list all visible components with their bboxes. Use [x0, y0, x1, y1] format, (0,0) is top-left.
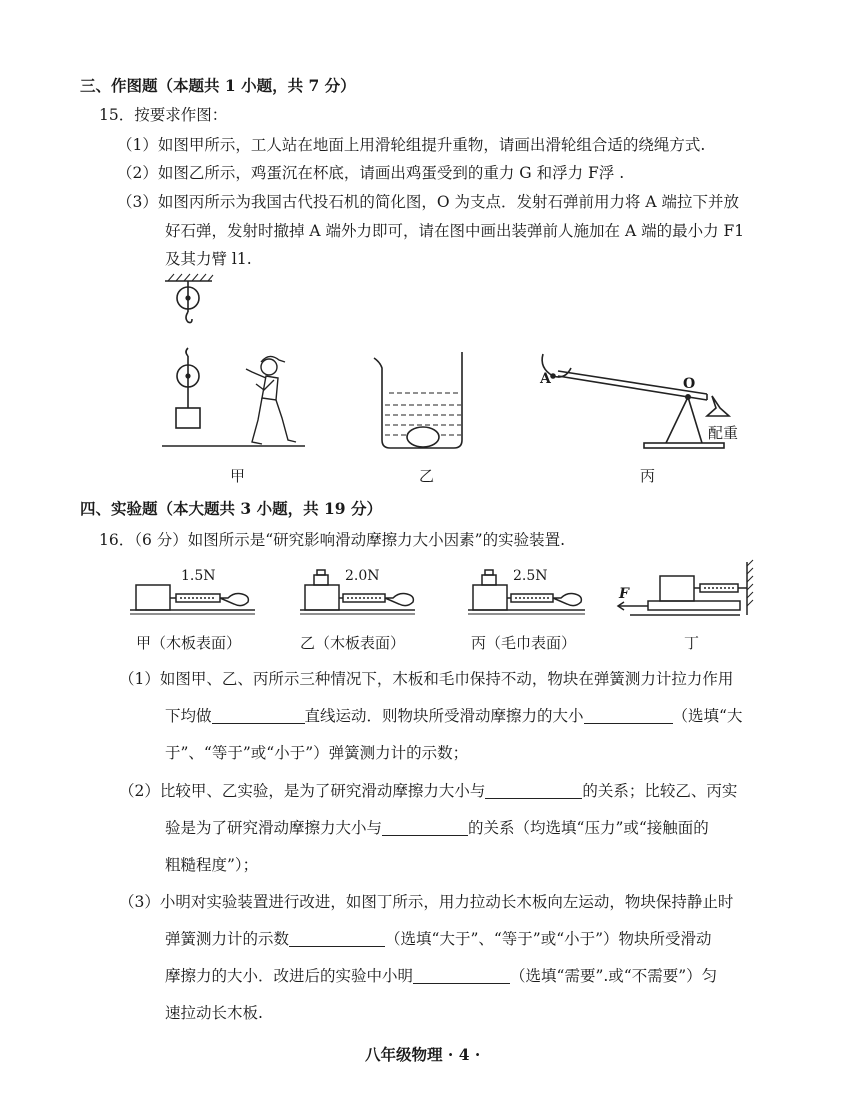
section3-title: 三、作图题（本题共 1 小题，共 7 分）	[80, 76, 356, 95]
q16-part3-line4: 速拉动长木板.	[165, 1004, 263, 1022]
caption-bing: 丙	[640, 467, 656, 485]
label-counterweight: 配重	[708, 424, 739, 442]
label-A: A	[540, 371, 551, 387]
caption-yi: 乙	[419, 467, 435, 485]
reading-jia: 1.5N	[181, 568, 216, 584]
setup-ding	[618, 560, 753, 615]
force-label: F	[619, 586, 629, 602]
q16-part1-line1: （1）如图甲、乙、丙所示三种情况下，木板和毛巾保持不动，物块在弹簧测力计拉力作用	[119, 670, 734, 688]
reading-yi: 2.0N	[345, 568, 380, 584]
q15-part1: （1）如图甲所示，工人站在地面上用滑轮组提升重物，请画出滑轮组合适的绕绳方式.	[117, 136, 706, 154]
caption-jia: 甲	[230, 467, 246, 485]
caption-ding: 丁	[684, 634, 700, 652]
q15-part2: （2）如图乙所示，鸡蛋沉在杯底，请画出鸡蛋受到的重力 G 和浮力 F浮 .	[117, 164, 625, 182]
answer-blank-1[interactable]	[212, 707, 305, 724]
q15-part3-line1: （3）如图丙所示为我国古代投石机的简化图，O 为支点．发射石弹前用力将 A 端拉下并放	[117, 193, 740, 211]
answer-blank-3[interactable]	[485, 782, 582, 799]
answer-blank-5[interactable]	[289, 930, 385, 947]
setup-jia	[130, 585, 255, 614]
q15-part3-line3: 及其力臂 l1.	[165, 250, 252, 268]
q16-part1-line3: 于”、“等于”或“小于”）弹簧测力计的示数；	[165, 744, 469, 762]
q15-part3-line2: 好石弹，发射时撤掉 A 端外力即可，请在图中画出装弹前人施加在 A 端的最小力 F1	[165, 222, 745, 240]
answer-blank-4[interactable]	[382, 819, 468, 836]
q16-part2-line1: （2）比较甲、乙实验，是为了研究滑动摩擦力大小与 的关系；比较乙、丙实	[119, 782, 738, 800]
q16-part3-line1: （3）小明对实验装置进行改进，如图丁所示，用力拉动长木板向左运动，物块保持静止时	[119, 893, 734, 911]
page-footer: 八年级物理 · 4 ·	[365, 1045, 481, 1064]
answer-blank-6[interactable]	[413, 967, 510, 984]
q16-part3-line3: 摩擦力的大小．改进后的实验中小明 （选填“需要”.或“不需要”）匀	[165, 967, 718, 985]
q16-stem: 16．（6 分）如图所示是“研究影响滑动摩擦力大小因素”的实验装置.	[99, 531, 566, 549]
q16-part3-line2: 弹簧测力计的示数 （选填“大于”、“等于”或“小于”）物块所受滑动	[165, 930, 712, 948]
reading-bing: 2.5N	[513, 568, 548, 584]
section4-title: 四、实验题（本大题共 3 小题，共 19 分）	[80, 499, 382, 518]
caption-bing-towel: 丙（毛巾表面）	[471, 634, 577, 652]
q15-stem: 15．按要求作图：	[99, 106, 228, 124]
caption-yi-board: 乙（木板表面）	[300, 634, 406, 652]
q16-part2-line3: 粗糙程度”）；	[165, 856, 259, 874]
label-O: O	[683, 376, 696, 392]
answer-blank-2[interactable]	[584, 707, 673, 724]
q16-part1-line2: 下均做 直线运动．则物块所受滑动摩擦力的大小 （选填“大	[165, 707, 743, 725]
caption-jia-board: 甲（木板表面）	[136, 634, 242, 652]
q16-part2-line2: 验是为了研究滑动摩擦力大小与 的关系（均选填“压力”或“接触面的	[165, 819, 709, 837]
